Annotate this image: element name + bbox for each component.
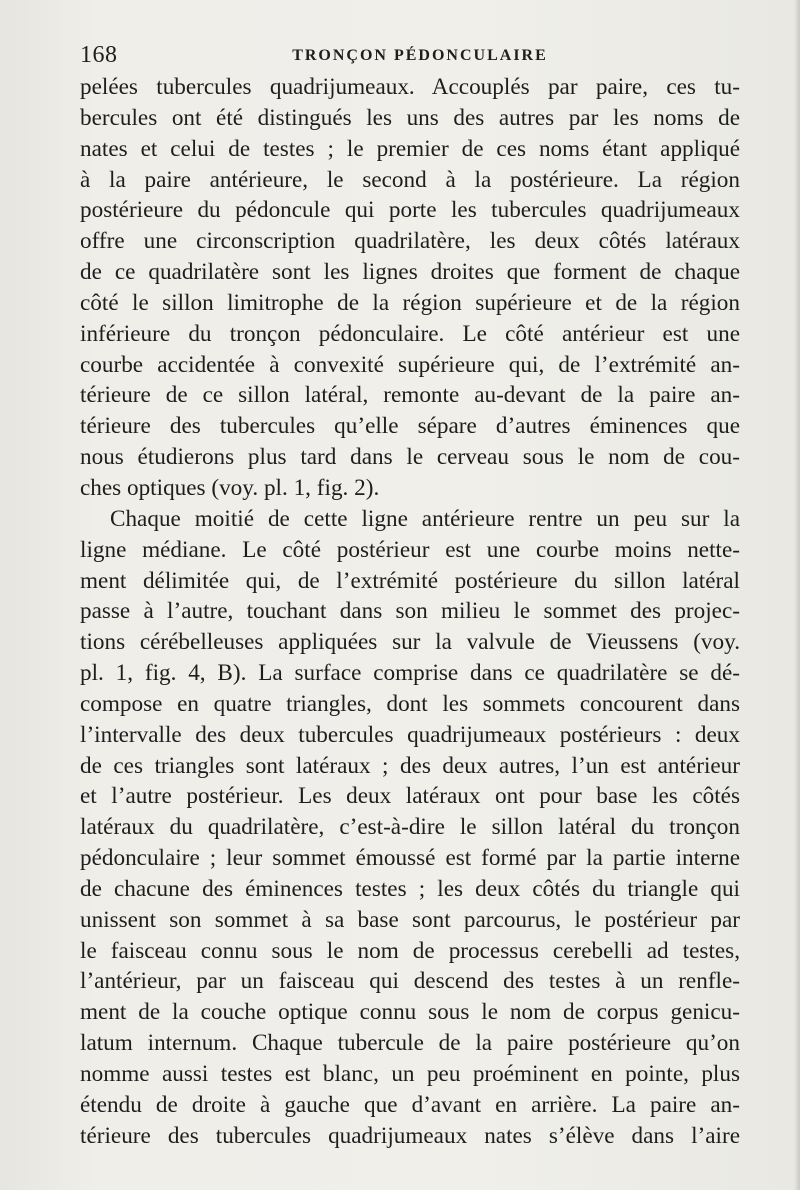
page-header [80,42,760,72]
text-line: courbe accidentée à convexité supérieure qui, de l’extrémité an- [80,351,740,378]
running-title: TRONÇON PÉDONCULAIRE [292,47,548,64]
text-line: étendu de droite à gauche que d’avant en arrière. La paire an- [80,1091,740,1118]
text-line: l’intervalle des deux tubercules quadrijumeaux postérieurs : deux [80,721,740,748]
text-line: latum internum. Chaque tubercule de la paire postérieure qu’on [80,1030,740,1057]
text-line: passe à l’autre, touchant dans son milieu le sommet des projec- [80,598,740,625]
text-line: bercules ont été distingués les uns des autres par les noms de [80,104,740,131]
text-line: ment de la couche optique connu sous le nom de corpus genicu- [80,999,740,1026]
text-line: compose en quatre triangles, dont les sommets concourent dans [80,690,740,717]
text-line: tions cérébelleuses appliquées sur la valvule de Vieussens (voy. [80,629,740,656]
text-line: latéraux du quadrilatère, c’est-à-dire le sillon latéral du tronçon [80,814,740,841]
text-line: postérieure du pédoncule qui porte les tubercules quadrijumeaux [80,197,740,224]
text-line: à la paire antérieure, le second à la postérieure. La région [80,166,740,193]
text-line: nates et celui de testes ; le premier de ces noms étant appliqué [80,135,740,162]
text-line: offre une circonscription quadrilatère, les deux côtés latéraux [80,228,740,255]
text-line: Chaque moitié de cette ligne antérieure rentre un peu sur la [110,505,740,532]
text-line: pl. 1, fig. 4, B). La surface comprise dans ce quadrilatère se dé- [80,660,740,687]
text-line: côté le sillon limitrophe de la région supérieure et de la région [80,289,740,316]
text-line: pelées tubercules quadrijumeaux. Accouplés par paire, ces tu- [80,74,740,100]
text-line: de ces triangles sont latéraux ; des deux autres, l’un est antérieur [80,752,740,779]
text-line: nous étudierons plus tard dans le cerveau sous le nom de cou- [80,444,740,471]
text-line: et l’autre postérieur. Les deux latéraux ont pour base les côtés [80,783,740,810]
body-text [80,72,740,1152]
text-line: de chacune des éminences testes ; les deux côtés du triangle qui [80,875,740,902]
text-line: nomme aussi testes est blanc, un peu proéminent en pointe, plus [80,1061,740,1087]
page-edge-shadow [794,0,800,1190]
text-line: le faisceau connu sous le nom de processus cerebelli ad testes, [80,937,740,964]
text-line: de ce quadrilatère sont les lignes droites que forment de chaque [80,259,740,286]
page-number: 168 [80,42,118,68]
text-line: térieure de ce sillon latéral, remonte au-devant de la paire an- [80,382,740,409]
text-line: pédonculaire ; leur sommet émoussé est formé par la partie interne [80,845,740,872]
text-line: ment délimitée qui, de l’extrémité postérieure du sillon latéral [80,567,740,594]
text-line: térieure des tubercules qu’elle sépare d’autres éminences que [80,413,740,440]
text-line: ches optiques (voy. pl. 1, fig. 2). [80,474,380,501]
text-line: inférieure du tronçon pédonculaire. Le côté antérieur est une [80,320,740,347]
text-line: ligne médiane. Le côté postérieur est une courbe moins nette- [80,536,740,563]
text-line: l’antérieur, par un faisceau qui descend des testes à un renfle- [80,968,740,995]
text-line: unissent son sommet à sa base sont parcourus, le postérieur par [80,906,740,933]
text-line: térieure des tubercules quadrijumeaux nates s’élève dans l’aire [80,1122,740,1149]
